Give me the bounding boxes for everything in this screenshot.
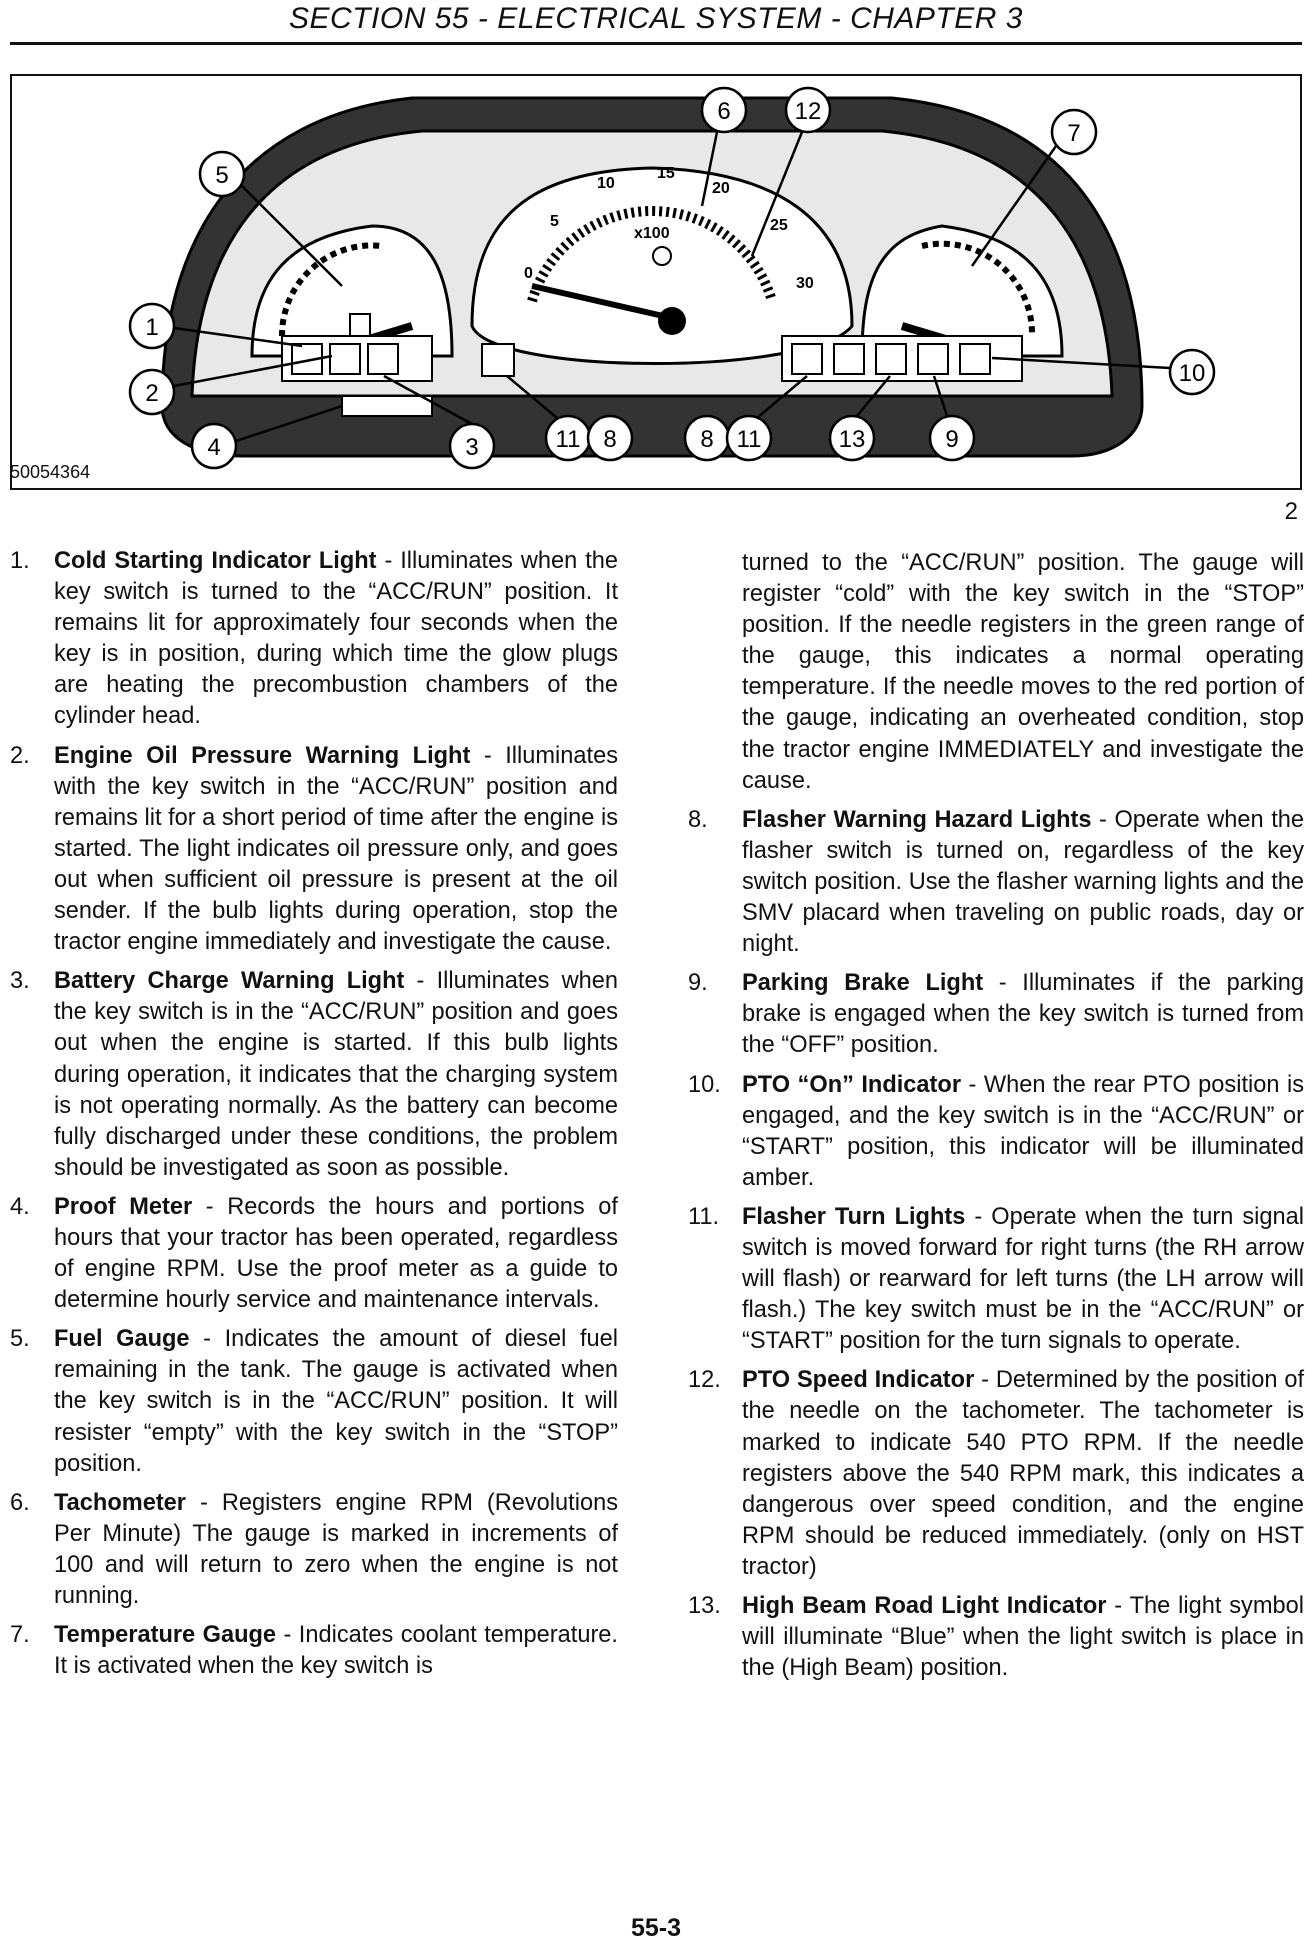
callout-8-left: 8 <box>603 426 617 453</box>
callout-3: 3 <box>465 434 479 461</box>
tach-tick-5: 5 <box>550 213 559 230</box>
list-item: 8. Flasher Warning Hazard Lights - Operate when the flasher switch is turned on, regardless of the key switch position. Use the flasher warning lights and the SMV placard when traveling on public roads, day or night. <box>688 806 1304 958</box>
left-column <box>10 546 618 1690</box>
instrument-panel-figure <box>10 74 1302 490</box>
callout-11-left: 11 <box>555 426 581 453</box>
tach-tick-20: 20 <box>712 180 730 197</box>
list-item: 9. Parking Brake Light - Illuminates if the parking brake is engaged when the key switch is turned from the “OFF” position. <box>688 970 1304 1059</box>
callout-1: 1 <box>145 314 159 341</box>
right-column <box>688 548 1304 1692</box>
header-rule <box>10 42 1302 45</box>
tach-tick-30: 30 <box>796 275 814 292</box>
tach-tick-25: 25 <box>770 217 788 234</box>
callout-8-right: 8 <box>700 426 714 453</box>
list-item: 10. PTO “On” Indicator - When the rear PTO position is engaged, and the key switch is in the “ACC/RUN” or “START” position, this indicator will be illuminated amber. <box>688 1071 1305 1191</box>
callout-11-right: 11 <box>736 426 762 453</box>
list-item: 2. Engine Oil Pressure Warning Light - Illuminates with the key switch in the “ACC/RUN” position and remains lit for a short period of time after the engine is started. The light indicates oil pressure only, and goes out when sufficient oil pressure is present at the oil sender. If the bulb lights during operation, stop the tractor engine immediately and investigate the cause. <box>10 742 618 956</box>
callout-10: 10 <box>1178 360 1206 387</box>
list-item: 11. Flasher Turn Lights - Operate when the turn signal switch is moved forward for right turns (the RH arrow will flash) or rearward for left turns (the LH arrow will flash.) The key switch must be in the “ACC/RUN” or “START” position for the turn signals to operate. <box>688 1203 1304 1355</box>
list-item: 13. High Beam Road Light Indicator - The light symbol will illuminate “Blue” when the light switch is place in the (High Beam) position. <box>688 1593 1304 1682</box>
list-item: 12. PTO Speed Indicator - Determined by the position of the needle on the tachometer. The tachometer is marked to indicate 540 PTO RPM. If the needle registers above the 540 RPM mark, this indicates a dangerous over speed condition, and the engine RPM should be reduced immediately. (only on HST tractor) <box>688 1367 1304 1580</box>
tach-unit: x100 <box>634 225 670 242</box>
callout-13: 13 <box>838 426 866 453</box>
callout-12: 12 <box>794 98 822 125</box>
callout-4: 4 <box>207 434 221 461</box>
callout-2: 2 <box>145 380 159 407</box>
page-number: 55-3 <box>630 1914 682 1942</box>
callout-9: 9 <box>945 426 959 453</box>
list-item: 1. Cold Starting Indicator Light - Illuminates when the key switch is turned to the “ACC/RUN” position. It remains lit for approximately four seconds when the key is in position, during which time the glow plugs are heating the precombustion chambers of the cylinder head. <box>10 548 618 730</box>
list-item: 3. Battery Charge Warning Light - Illuminates when the key switch is in the “ACC/RUN” position and goes out when the engine is started. If this bulb lights during operation, it indicates that the charging system is not operating normally. As the battery can become fully discharged under these conditions, the problem should be investigated as soon as possible. <box>10 968 618 1181</box>
page-header <box>0 0 1312 48</box>
list-item: 4. Proof Meter - Records the hours and portions of hours that your tractor has been operated, regardless of engine RPM. Use the proof meter as a guide to determine hourly service and maintenance intervals. <box>10 1193 618 1314</box>
instrument-panel-drawing <box>12 76 1300 488</box>
list-item: 5. Fuel Gauge - Indicates the amount of diesel fuel remaining in the tank. The gauge is activated when the key switch is in the “ACC/RUN” position. It will resister “empty” with the key switch in the “STOP” position. <box>10 1326 618 1477</box>
callout-5: 5 <box>215 162 229 189</box>
list-item: 7. Temperature Gauge - Indicates coolant temperature. It is activated when the key switch is <box>10 1622 618 1680</box>
callout-7: 7 <box>1067 120 1081 147</box>
figure-number: 2 <box>1284 498 1298 525</box>
section-title: SECTION 55 - ELECTRICAL SYSTEM - CHAPTER 3 <box>289 2 1023 35</box>
tach-tick-0: 0 <box>524 265 533 282</box>
tach-tick-15: 15 <box>657 165 675 182</box>
list-item: 6. Tachometer - Registers engine RPM (Revolutions Per Minute) The gauge is marked in increments of 100 and will return to zero when the engine is not running. <box>10 1489 618 1609</box>
callout-6: 6 <box>717 98 731 125</box>
continuation-text: turned to the “ACC/RUN” position. The gauge will register “cold” with the key switch in the “STOP” position. If the needle registers in the green range of the gauge, this indicates a normal operating temperature. If the needle moves to the red portion of the gauge, indicating an overheated condition, stop the tractor engine IMMEDIATELY and investigate the cause. <box>742 550 1304 794</box>
figure-id: 50054364 <box>10 462 91 482</box>
tach-tick-10: 10 <box>597 175 615 192</box>
